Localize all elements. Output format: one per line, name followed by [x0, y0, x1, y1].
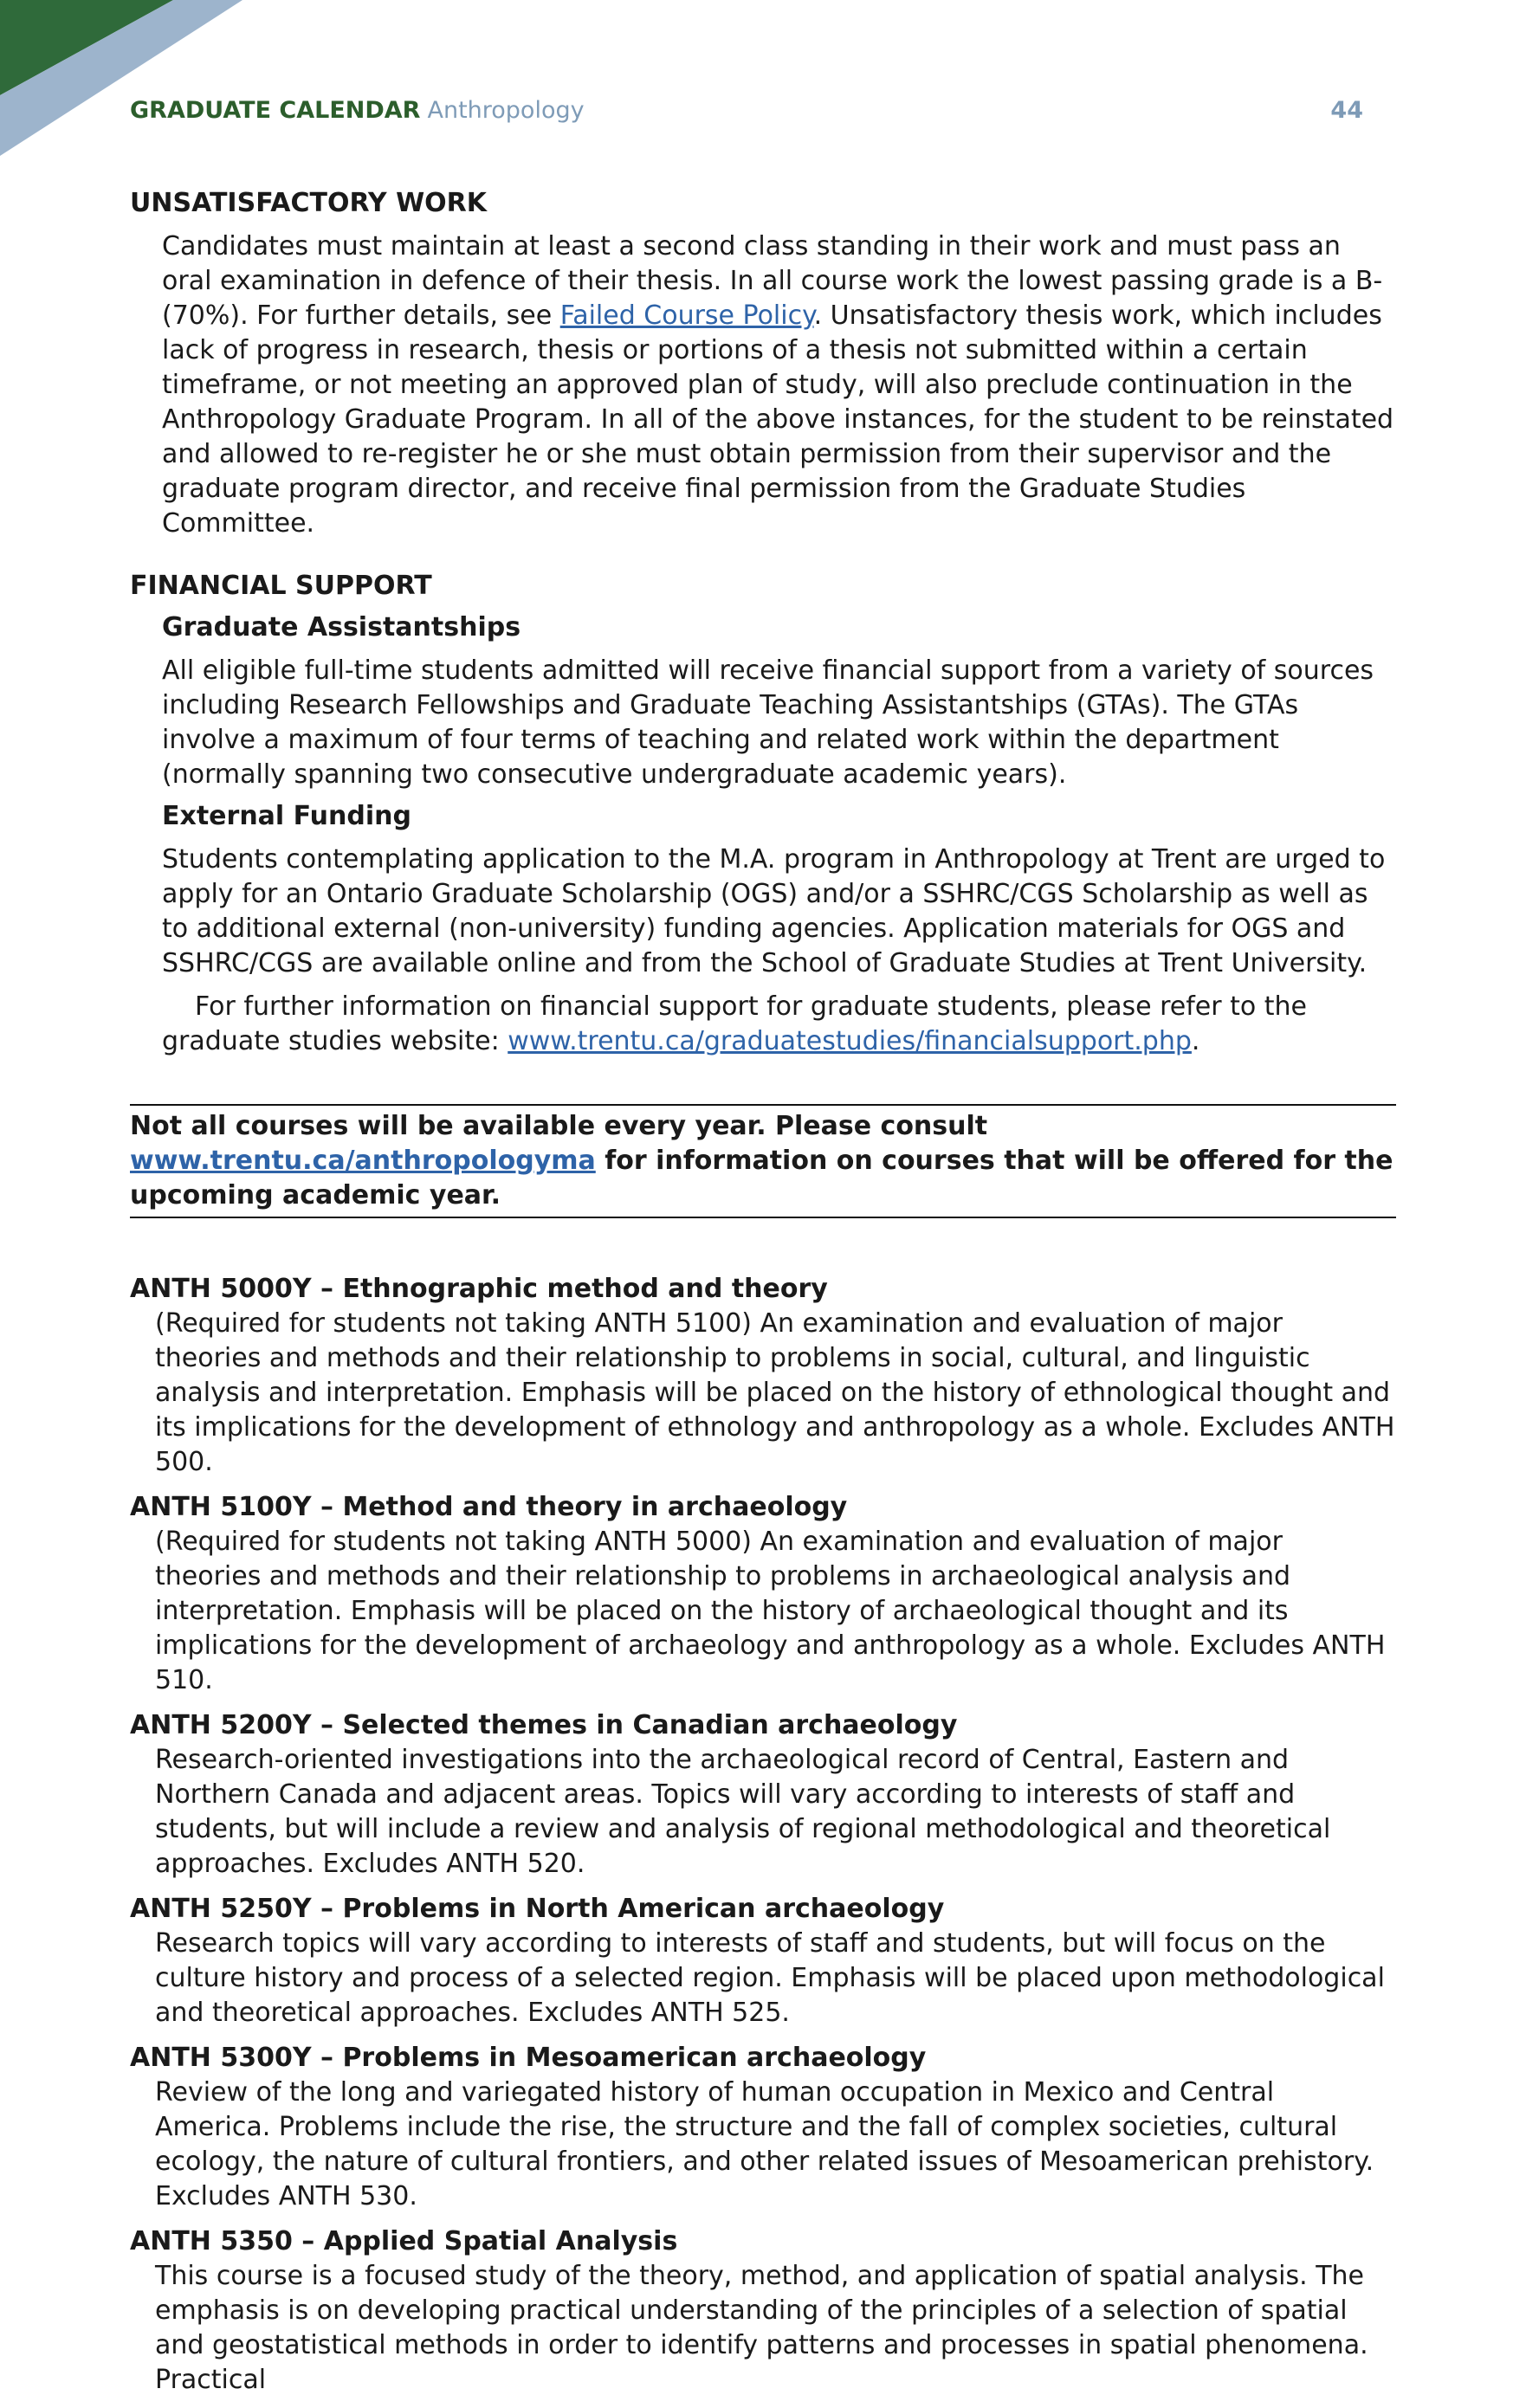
main-content [130, 186, 1396, 2408]
text-segment: For further information on financial support for graduate students, please refer to the graduate studies website: [162, 991, 1307, 1056]
text-segment: for information on courses that will be offered for the upcoming academic year. [130, 1146, 1393, 1210]
page-number: 44 [1330, 97, 1363, 124]
failed-course-policy-link[interactable]: Failed Course Policy [559, 300, 814, 331]
text-segment: Candidates must maintain at least a second class standing in their work and must pass an oral examination in defence of their thesis. In all course work the lowest passing grade is a B- (70%). For further details, see [162, 231, 1383, 331]
graduate-assistantships-paragraph: All eligible full-time students admitted will receive financial support from a variety of sources including Research Fellowships and Graduate Teaching Assistantships (GTAs). The GTAs involve a maximum of four terms of teaching and related work within the department (normally spanning two consecutive undergraduate academic years). [162, 655, 1374, 790]
anthropology-ma-link[interactable]: www.trentu.ca/anthropologyma [130, 1146, 596, 1176]
course-entry [130, 1708, 1396, 1882]
course-description: (Required for students not taking ANTH 5000) An examination and evaluation of major theories and methods and their relationship to problems in archaeological analysis and interpretation. Emphasis will be placed on the history of archaeological thought and its implications for the development of archaeology and anthropology as a whole. Excludes ANTH 510. [155, 1527, 1386, 1695]
course-entry [130, 1272, 1396, 1480]
text-segment: . Unsatisfactory thesis work, which includes lack of progress in research, thesis or portions of a thesis not submitted within a certain timeframe, or not meeting an approved plan of study, will also preclude continuation in the Anthropology Graduate Program. In all of the above instances, for the student to be reinstated and allowed to re-register he or she must obtain permission from their supervisor and the graduate program director, and receive final permission from the Graduate Studies Committee. [162, 300, 1394, 539]
course-description: This course is a focused study of the theory, method, and application of spatial analysis. The emphasis is on developing practical understanding of the principles of a selection of spatial and geostatistical methods in order to identify patterns and processes in spatial phenomena. Practical [155, 2261, 1368, 2395]
external-funding-heading: External Funding [162, 801, 411, 831]
course-list [130, 1272, 1396, 2398]
course-title: ANTH 5300Y – Problems in Mesoamerican archaeology [130, 2043, 927, 2073]
course-availability-notice [130, 1104, 1396, 1218]
graduate-assistantships-heading: Graduate Assistantships [162, 612, 521, 642]
course-entry [130, 1490, 1396, 1698]
unsatisfactory-heading: UNSATISFACTORY WORK [130, 188, 488, 218]
course-entry [130, 2041, 1396, 2214]
text-segment: . [1191, 1026, 1200, 1056]
course-entry [130, 1892, 1396, 2030]
course-title: ANTH 5200Y – Selected themes in Canadian archaeology [130, 1710, 958, 1740]
course-description: Review of the long and variegated history of human occupation in Mexico and Central America. Problems include the rise, the structure and the fall of complex societies, cultural ecology, the nature of cultural frontiers, and other related issues of Mesoamerican prehistory. Excludes ANTH 530. [155, 2077, 1374, 2211]
course-title: ANTH 5000Y – Ethnographic method and theory [130, 1274, 828, 1304]
financial-support-link[interactable]: www.trentu.ca/graduatestudies/financialsupport.php [508, 1026, 1192, 1056]
corner-decoration [0, 0, 242, 156]
unsatisfactory-paragraph [162, 229, 1396, 541]
external-funding-paragraph: Students contemplating application to the M.A. program in Anthropology at Trent are urged to apply for an Ontario Graduate Scholarship (OGS) and/or a SSHRC/CGS Scholarship as well as to additional external (non-university) funding agencies. Application materials for OGS and SSHRC/CGS are available online and from the School of Graduate Studies at Trent University. [162, 844, 1386, 978]
course-description: Research topics will vary according to interests of staff and students, but will focus on the culture history and process of a selected region. Emphasis will be placed upon methodological and theoretical approaches. Excludes ANTH 525. [155, 1928, 1385, 2028]
course-title: ANTH 5350 – Applied Spatial Analysis [130, 2226, 678, 2256]
calendar-title: GRADUATE CALENDAR [130, 97, 421, 124]
course-description: Research-oriented investigations into the archaeological record of Central, Eastern and Northern Canada and adjacent areas. Topics will vary according to interests of staff and students, but will include a review and analysis of regional methodological and theoretical approaches. Excludes ANTH 520. [155, 1745, 1331, 1879]
course-title: ANTH 5100Y – Method and theory in archaeology [130, 1492, 848, 1522]
course-description: (Required for students not taking ANTH 5100) An examination and evaluation of major theories and methods and their relationship to problems in social, cultural, and linguistic analysis and interpretation. Emphasis will be placed on the history of ethnological thought and its implications for the development of ethnology and anthropology as a whole. Excludes ANTH 500. [155, 1308, 1395, 1477]
text-segment: Not all courses will be available every year. Please consult [130, 1111, 988, 1141]
course-title: ANTH 5250Y – Problems in North American archaeology [130, 1894, 945, 1924]
running-header [130, 97, 1396, 132]
financial-heading: FINANCIAL SUPPORT [130, 571, 432, 601]
further-info-paragraph [162, 990, 1396, 1059]
course-entry [130, 2224, 1396, 2398]
department-name: Anthropology [427, 97, 585, 124]
